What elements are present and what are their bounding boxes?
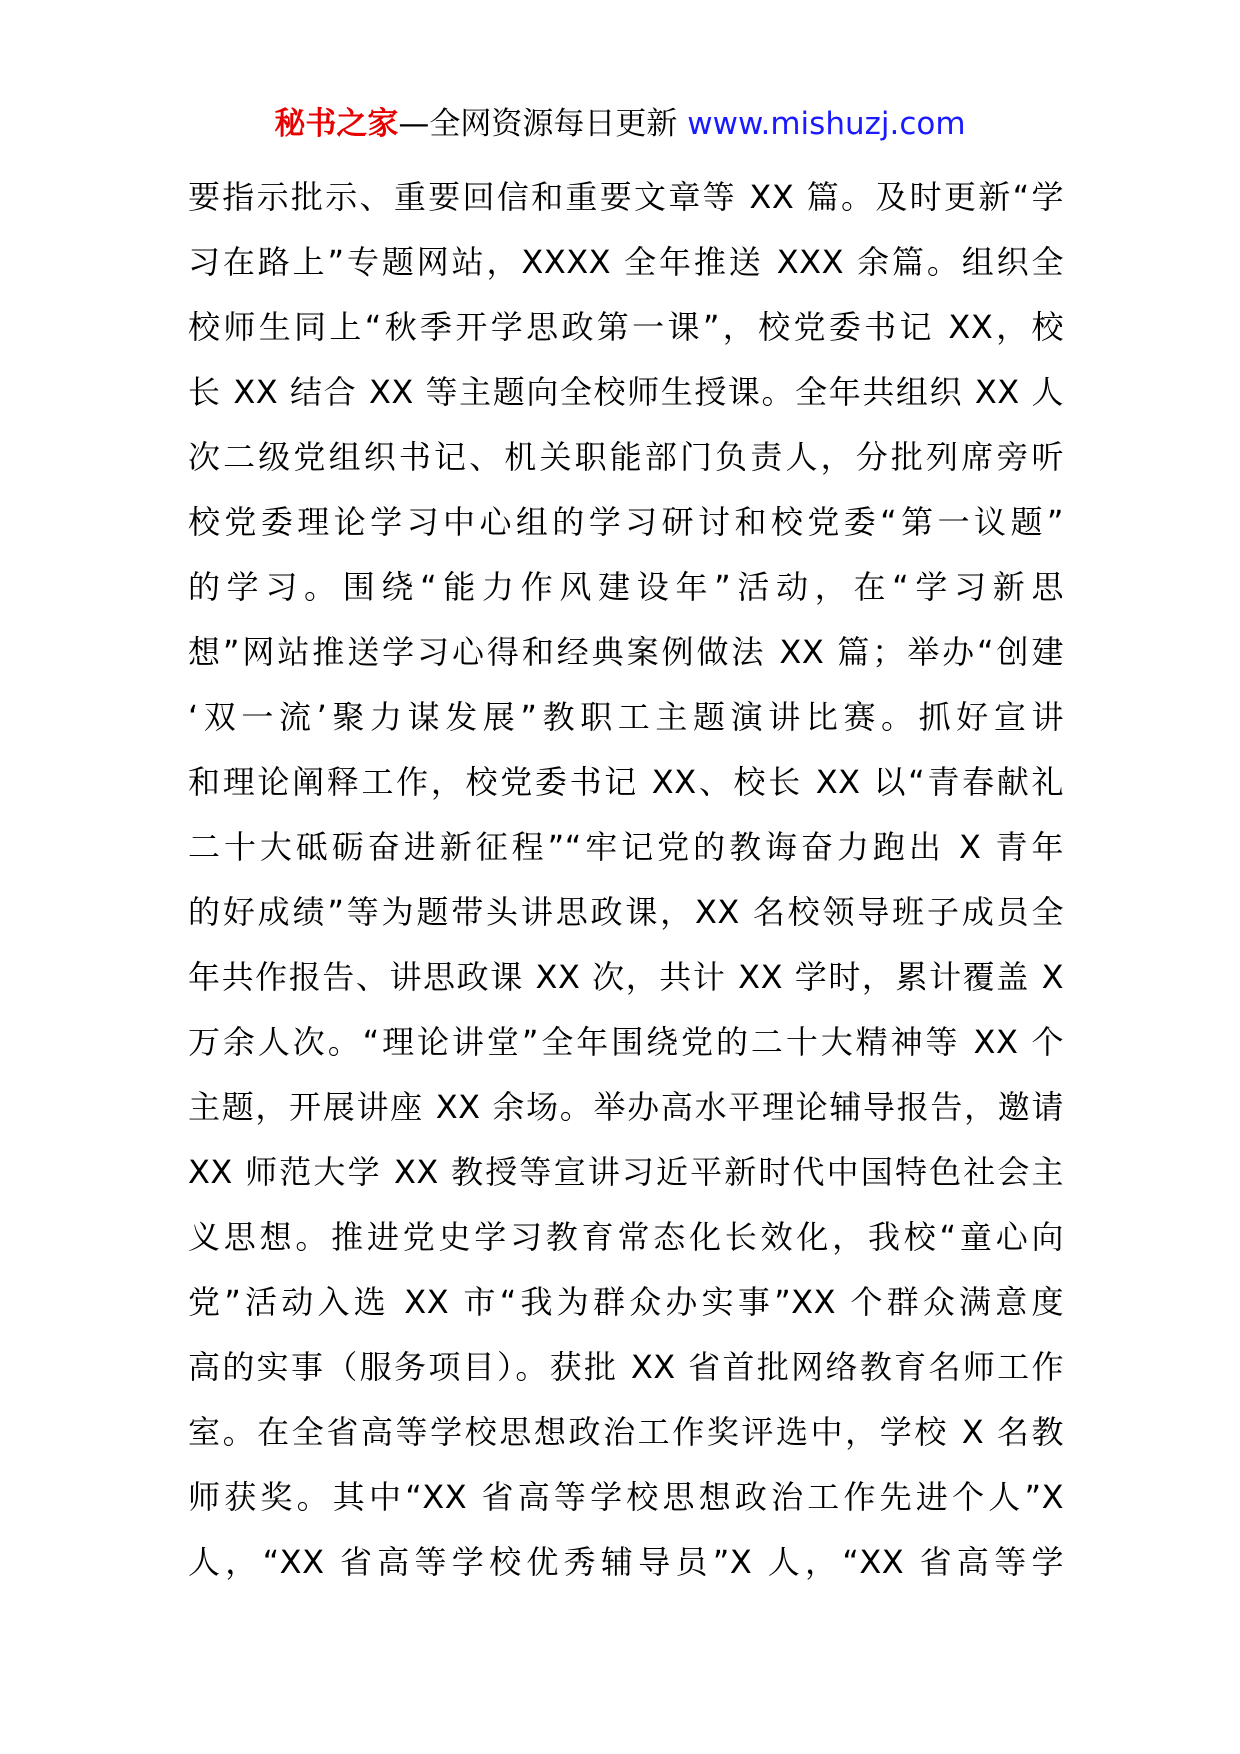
text-line: 高的实事（服务项目）。获批 XX 省首批网络教育名师工作 (188, 1348, 1064, 1386)
page-header (0, 98, 1240, 150)
text-line: 党”活动入选 XX 市“我为群众办实事”XX 个群众满意度 (188, 1283, 1064, 1321)
text-line: 次二级党组织书记、机关职能部门负责人，分批列席旁听 (188, 438, 1064, 476)
text-line: 校师生同上“秋季开学思政第一课”，校党委书记 XX，校 (188, 308, 1064, 346)
header-tagline: —全网资源每日更新 (398, 106, 688, 142)
text-line: XX 师范大学 XX 教授等宣讲习近平新时代中国特色社会主 (188, 1153, 1064, 1191)
text-line: 的学习。围绕“能力作风建设年”活动，在“学习新思 (188, 568, 1064, 606)
text-line: 义思想。推进党史学习教育常态化长效化，我校“童心向 (188, 1218, 1064, 1256)
text-line: 人，“XX 省高等学校优秀辅导员”X 人，“XX 省高等学 (188, 1543, 1064, 1581)
text-line: 长 XX 结合 XX 等主题向全校师生授课。全年共组织 XX 人 (188, 373, 1064, 411)
text-line: 主题，开展讲座 XX 余场。举办高水平理论辅导报告，邀请 (188, 1088, 1064, 1126)
text-line: 师获奖。其中“XX 省高等学校思想政治工作先进个人”X (188, 1478, 1064, 1516)
website-link[interactable]: www.mishuzj.com (687, 106, 966, 142)
text-line: 二十大砥砺奋进新征程”“牢记党的教诲奋力跑出 X 青年 (188, 828, 1064, 866)
text-line: 习在路上”专题网站，XXXX 全年推送 XXX 余篇。组织全 (188, 243, 1064, 281)
text-line: 要指示批示、重要回信和重要文章等 XX 篇。及时更新“学 (188, 178, 1064, 216)
text-line: 和理论阐释工作，校党委书记 XX、校长 XX 以“青春献礼 (188, 763, 1064, 801)
text-line: 校党委理论学习中心组的学习研讨和校党委“第一议题” (188, 503, 1064, 541)
text-line: 想”网站推送学习心得和经典案例做法 XX 篇；举办“创建 (188, 633, 1064, 671)
text-line: 万余人次。“理论讲堂”全年围绕党的二十大精神等 XX 个 (188, 1023, 1064, 1061)
text-line: 的好成绩”等为题带头讲思政课，XX 名校领导班子成员全 (188, 893, 1064, 931)
text-line: 年共作报告、讲思政课 XX 次，共计 XX 学时，累计覆盖 X (188, 958, 1064, 996)
text-line: 室。在全省高等学校思想政治工作奖评选中，学校 X 名教 (188, 1413, 1064, 1451)
text-line: ‘双一流’聚力谋发展”教职工主题演讲比赛。抓好宣讲 (188, 698, 1064, 736)
document-body (188, 165, 1064, 1595)
brand-name: 秘书之家 (274, 106, 399, 142)
